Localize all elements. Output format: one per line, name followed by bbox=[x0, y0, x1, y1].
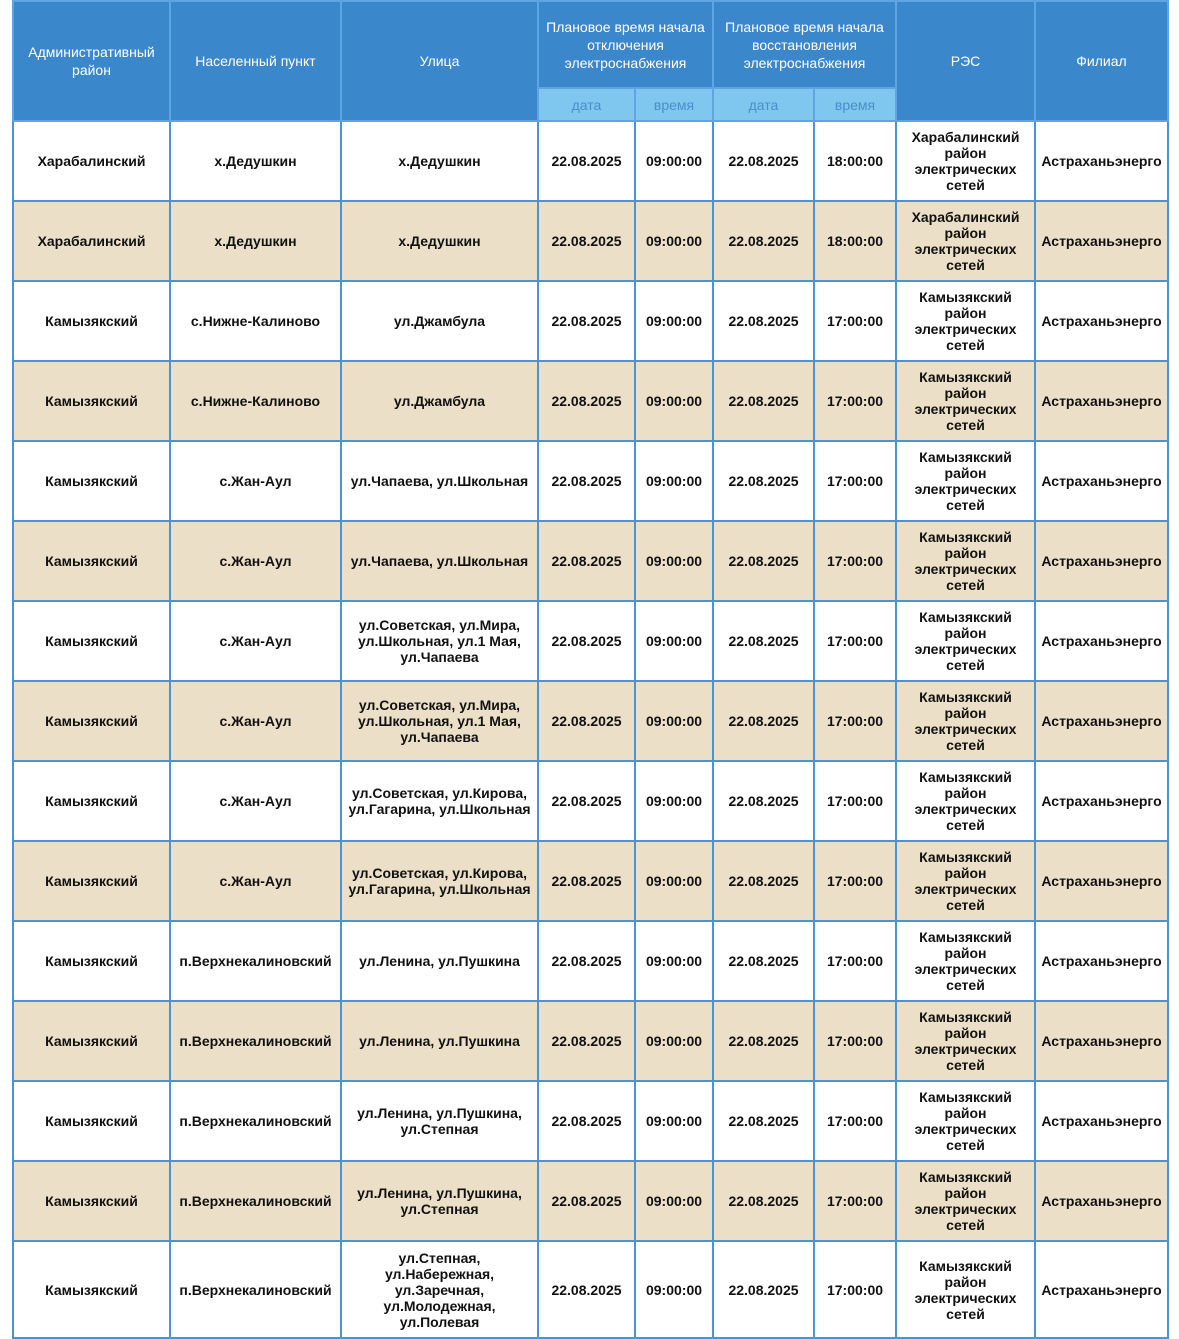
cell-off-time: 09:00:00 bbox=[635, 761, 713, 841]
cell-locality: с.Нижне-Калиново bbox=[170, 361, 341, 441]
cell-street: ул.Чапаева, ул.Школьная bbox=[341, 521, 538, 601]
cell-off-time: 09:00:00 bbox=[635, 1081, 713, 1161]
header-street[interactable]: Улица bbox=[341, 1, 538, 121]
header-district[interactable]: Административный район bbox=[13, 1, 170, 121]
cell-off-time: 09:00:00 bbox=[635, 1241, 713, 1338]
cell-locality: п.Верхнекалиновский bbox=[170, 1001, 341, 1081]
table-row bbox=[13, 121, 1168, 201]
cell-locality: с.Жан-Аул bbox=[170, 761, 341, 841]
cell-on-time: 17:00:00 bbox=[814, 281, 896, 361]
header-res[interactable]: РЭС bbox=[896, 1, 1035, 121]
cell-locality: х.Дедушкин bbox=[170, 201, 341, 281]
cell-on-date: 22.08.2025 bbox=[713, 601, 814, 681]
cell-branch: Астраханьэнерго bbox=[1035, 681, 1168, 761]
cell-district: Камызякский bbox=[13, 1001, 170, 1081]
table-body bbox=[13, 121, 1168, 1338]
cell-branch: Астраханьэнерго bbox=[1035, 521, 1168, 601]
cell-on-time: 17:00:00 bbox=[814, 841, 896, 921]
cell-district: Харабалинский bbox=[13, 121, 170, 201]
cell-on-date: 22.08.2025 bbox=[713, 681, 814, 761]
cell-district: Камызякский bbox=[13, 681, 170, 761]
table-row bbox=[13, 761, 1168, 841]
cell-off-time: 09:00:00 bbox=[635, 601, 713, 681]
cell-on-time: 17:00:00 bbox=[814, 361, 896, 441]
cell-street: ул.Степная, ул.Набережная, ул.Заречная, ул.Молодежная, ул.Полевая bbox=[341, 1241, 538, 1338]
header-locality[interactable]: Населенный пункт bbox=[170, 1, 341, 121]
cell-district: Камызякский bbox=[13, 921, 170, 1001]
cell-res: Камызякский район электрических сетей bbox=[896, 681, 1035, 761]
cell-branch: Астраханьэнерго bbox=[1035, 841, 1168, 921]
cell-district: Камызякский bbox=[13, 601, 170, 681]
cell-res: Камызякский район электрических сетей bbox=[896, 921, 1035, 1001]
cell-district: Камызякский bbox=[13, 1241, 170, 1338]
cell-street: ул.Джамбула bbox=[341, 281, 538, 361]
header-off-time[interactable]: Плановое время начала отключения электроснабжения bbox=[538, 1, 713, 88]
cell-branch: Астраханьэнерго bbox=[1035, 121, 1168, 201]
cell-locality: с.Жан-Аул bbox=[170, 441, 341, 521]
cell-district: Камызякский bbox=[13, 521, 170, 601]
cell-street: ул.Советская, ул.Кирова, ул.Гагарина, ул.Школьная bbox=[341, 761, 538, 841]
cell-street: ул.Советская, ул.Мира, ул.Школьная, ул.1 Мая, ул.Чапаева bbox=[341, 681, 538, 761]
cell-locality: п.Верхнекалиновский bbox=[170, 1081, 341, 1161]
cell-district: Камызякский bbox=[13, 841, 170, 921]
cell-branch: Астраханьэнерго bbox=[1035, 441, 1168, 521]
cell-district: Камызякский bbox=[13, 361, 170, 441]
table-row bbox=[13, 441, 1168, 521]
cell-on-time: 17:00:00 bbox=[814, 761, 896, 841]
cell-off-date: 22.08.2025 bbox=[538, 201, 635, 281]
cell-on-time: 17:00:00 bbox=[814, 1001, 896, 1081]
cell-res: Камызякский район электрических сетей bbox=[896, 761, 1035, 841]
table-row bbox=[13, 841, 1168, 921]
cell-on-date: 22.08.2025 bbox=[713, 121, 814, 201]
cell-branch: Астраханьэнерго bbox=[1035, 1241, 1168, 1338]
cell-off-date: 22.08.2025 bbox=[538, 681, 635, 761]
cell-on-date: 22.08.2025 bbox=[713, 841, 814, 921]
cell-branch: Астраханьэнерго bbox=[1035, 1081, 1168, 1161]
cell-district: Камызякский bbox=[13, 1161, 170, 1241]
cell-off-time: 09:00:00 bbox=[635, 121, 713, 201]
cell-off-date: 22.08.2025 bbox=[538, 1161, 635, 1241]
cell-branch: Астраханьэнерго bbox=[1035, 1001, 1168, 1081]
cell-off-date: 22.08.2025 bbox=[538, 121, 635, 201]
cell-on-date: 22.08.2025 bbox=[713, 1001, 814, 1081]
cell-on-date: 22.08.2025 bbox=[713, 521, 814, 601]
cell-on-date: 22.08.2025 bbox=[713, 1081, 814, 1161]
cell-locality: п.Верхнекалиновский bbox=[170, 1161, 341, 1241]
cell-on-date: 22.08.2025 bbox=[713, 921, 814, 1001]
cell-off-time: 09:00:00 bbox=[635, 921, 713, 1001]
cell-district: Харабалинский bbox=[13, 201, 170, 281]
header-restore-time[interactable]: Плановое время начала восстановления электроснабжения bbox=[713, 1, 896, 88]
table-row bbox=[13, 201, 1168, 281]
cell-on-time: 18:00:00 bbox=[814, 121, 896, 201]
cell-district: Камызякский bbox=[13, 441, 170, 521]
table-row bbox=[13, 601, 1168, 681]
cell-locality: с.Жан-Аул bbox=[170, 841, 341, 921]
cell-district: Камызякский bbox=[13, 1081, 170, 1161]
cell-off-date: 22.08.2025 bbox=[538, 1001, 635, 1081]
cell-off-time: 09:00:00 bbox=[635, 1161, 713, 1241]
cell-branch: Астраханьэнерго bbox=[1035, 601, 1168, 681]
cell-res: Камызякский район электрических сетей bbox=[896, 441, 1035, 521]
cell-on-date: 22.08.2025 bbox=[713, 361, 814, 441]
cell-street: ул.Ленина, ул.Пушкина, ул.Степная bbox=[341, 1081, 538, 1161]
cell-off-time: 09:00:00 bbox=[635, 841, 713, 921]
cell-street: ул.Ленина, ул.Пушкина, ул.Степная bbox=[341, 1161, 538, 1241]
cell-on-time: 17:00:00 bbox=[814, 601, 896, 681]
cell-off-time: 09:00:00 bbox=[635, 281, 713, 361]
table-row bbox=[13, 1001, 1168, 1081]
cell-street: ул.Ленина, ул.Пушкина bbox=[341, 921, 538, 1001]
outage-schedule bbox=[12, 0, 1167, 1339]
cell-branch: Астраханьэнерго bbox=[1035, 201, 1168, 281]
cell-off-date: 22.08.2025 bbox=[538, 601, 635, 681]
cell-on-date: 22.08.2025 bbox=[713, 201, 814, 281]
cell-locality: с.Жан-Аул bbox=[170, 521, 341, 601]
cell-on-time: 17:00:00 bbox=[814, 921, 896, 1001]
cell-street: ул.Ленина, ул.Пушкина bbox=[341, 1001, 538, 1081]
header-branch[interactable]: Филиал bbox=[1035, 1, 1168, 121]
cell-off-date: 22.08.2025 bbox=[538, 1241, 635, 1338]
cell-locality: с.Жан-Аул bbox=[170, 681, 341, 761]
cell-res: Камызякский район электрических сетей bbox=[896, 1001, 1035, 1081]
cell-res: Камызякский район электрических сетей bbox=[896, 361, 1035, 441]
cell-district: Камызякский bbox=[13, 281, 170, 361]
cell-on-time: 18:00:00 bbox=[814, 201, 896, 281]
subheader-off-date[interactable]: дата bbox=[538, 88, 635, 121]
outage-table bbox=[12, 0, 1169, 1339]
table-row bbox=[13, 1081, 1168, 1161]
cell-street: х.Дедушкин bbox=[341, 201, 538, 281]
cell-on-date: 22.08.2025 bbox=[713, 1241, 814, 1338]
cell-res: Камызякский район электрических сетей bbox=[896, 601, 1035, 681]
cell-street: ул.Джамбула bbox=[341, 361, 538, 441]
table-row bbox=[13, 281, 1168, 361]
cell-locality: п.Верхнекалиновский bbox=[170, 921, 341, 1001]
cell-res: Камызякский район электрических сетей bbox=[896, 521, 1035, 601]
cell-off-date: 22.08.2025 bbox=[538, 841, 635, 921]
cell-on-time: 17:00:00 bbox=[814, 521, 896, 601]
cell-res: Камызякский район электрических сетей bbox=[896, 1241, 1035, 1338]
cell-res: Харабалинский район электрических сетей bbox=[896, 201, 1035, 281]
cell-on-date: 22.08.2025 bbox=[713, 1161, 814, 1241]
cell-street: х.Дедушкин bbox=[341, 121, 538, 201]
cell-res: Харабалинский район электрических сетей bbox=[896, 121, 1035, 201]
cell-off-time: 09:00:00 bbox=[635, 201, 713, 281]
cell-res: Камызякский район электрических сетей bbox=[896, 281, 1035, 361]
cell-on-time: 17:00:00 bbox=[814, 1241, 896, 1338]
cell-on-time: 17:00:00 bbox=[814, 1161, 896, 1241]
cell-street: ул.Чапаева, ул.Школьная bbox=[341, 441, 538, 521]
cell-off-time: 09:00:00 bbox=[635, 681, 713, 761]
cell-off-date: 22.08.2025 bbox=[538, 441, 635, 521]
cell-res: Камызякский район электрических сетей bbox=[896, 1081, 1035, 1161]
cell-off-date: 22.08.2025 bbox=[538, 761, 635, 841]
cell-res: Камызякский район электрических сетей bbox=[896, 841, 1035, 921]
cell-on-date: 22.08.2025 bbox=[713, 761, 814, 841]
subheader-on-date[interactable]: дата bbox=[713, 88, 814, 121]
subheader-on-time[interactable]: время bbox=[814, 88, 896, 121]
cell-off-time: 09:00:00 bbox=[635, 521, 713, 601]
cell-locality: п.Верхнекалиновский bbox=[170, 1241, 341, 1338]
cell-on-time: 17:00:00 bbox=[814, 1081, 896, 1161]
cell-res: Камызякский район электрических сетей bbox=[896, 1161, 1035, 1241]
cell-district: Камызякский bbox=[13, 761, 170, 841]
cell-off-date: 22.08.2025 bbox=[538, 1081, 635, 1161]
cell-off-date: 22.08.2025 bbox=[538, 521, 635, 601]
cell-on-date: 22.08.2025 bbox=[713, 281, 814, 361]
cell-on-time: 17:00:00 bbox=[814, 441, 896, 521]
cell-on-time: 17:00:00 bbox=[814, 681, 896, 761]
subheader-off-time[interactable]: время bbox=[635, 88, 713, 121]
table-row bbox=[13, 361, 1168, 441]
cell-locality: с.Нижне-Калиново bbox=[170, 281, 341, 361]
cell-street: ул.Советская, ул.Мира, ул.Школьная, ул.1 Мая, ул.Чапаева bbox=[341, 601, 538, 681]
cell-on-date: 22.08.2025 bbox=[713, 441, 814, 521]
cell-off-time: 09:00:00 bbox=[635, 1001, 713, 1081]
cell-branch: Астраханьэнерго bbox=[1035, 921, 1168, 1001]
cell-branch: Астраханьэнерго bbox=[1035, 1161, 1168, 1241]
table-row bbox=[13, 1241, 1168, 1338]
cell-street: ул.Советская, ул.Кирова, ул.Гагарина, ул.Школьная bbox=[341, 841, 538, 921]
cell-branch: Астраханьэнерго bbox=[1035, 281, 1168, 361]
cell-off-time: 09:00:00 bbox=[635, 361, 713, 441]
cell-off-date: 22.08.2025 bbox=[538, 361, 635, 441]
table-row bbox=[13, 681, 1168, 761]
table-row bbox=[13, 921, 1168, 1001]
header-row bbox=[13, 1, 1168, 88]
cell-branch: Астраханьэнерго bbox=[1035, 361, 1168, 441]
cell-off-date: 22.08.2025 bbox=[538, 921, 635, 1001]
table-row bbox=[13, 521, 1168, 601]
cell-off-time: 09:00:00 bbox=[635, 441, 713, 521]
cell-off-date: 22.08.2025 bbox=[538, 281, 635, 361]
cell-locality: с.Жан-Аул bbox=[170, 601, 341, 681]
table-row bbox=[13, 1161, 1168, 1241]
cell-locality: х.Дедушкин bbox=[170, 121, 341, 201]
cell-branch: Астраханьэнерго bbox=[1035, 761, 1168, 841]
